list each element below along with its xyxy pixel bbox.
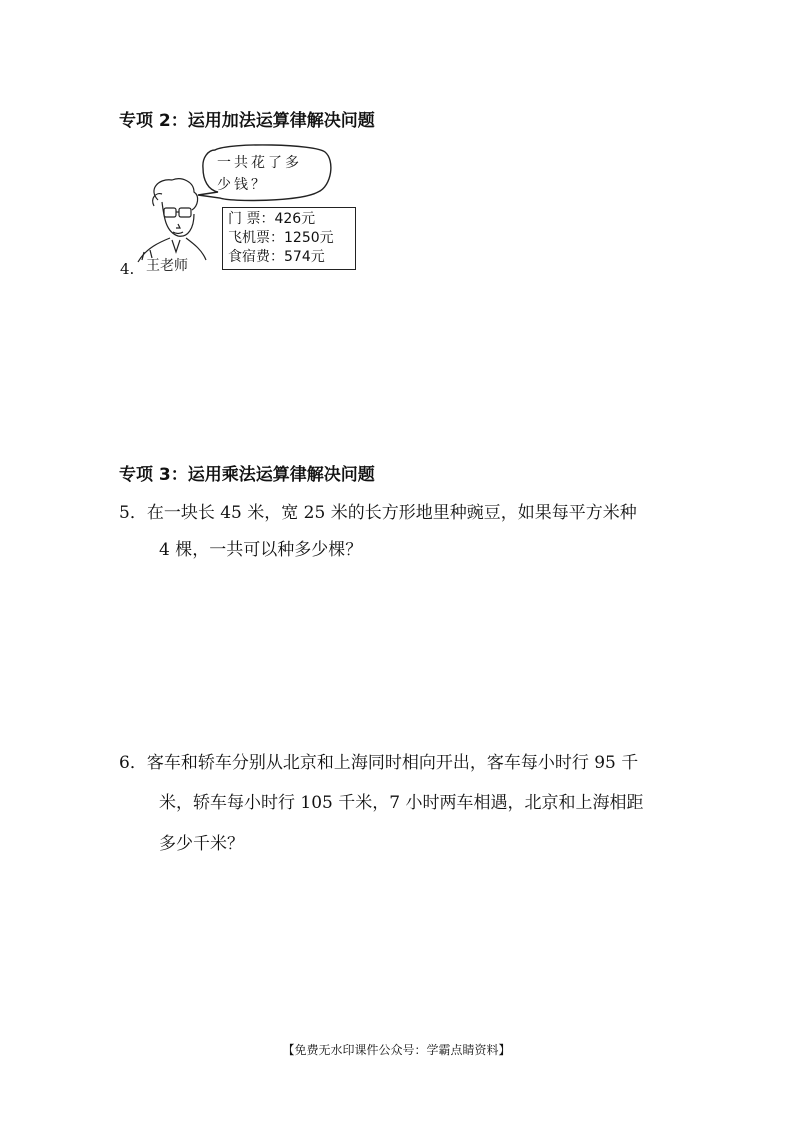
question-6-line-3: 多少千米？ xyxy=(159,834,244,854)
price-label: 飞机票： xyxy=(228,230,284,246)
price-value: 1250元 xyxy=(284,230,334,246)
question-6-line-2: 米，轿车每小时行 105 千米，7 小时两车相遇，北京和上海相距 xyxy=(159,793,644,813)
question-6-line-1: 6．客车和轿车分别从北京和上海同时相向开出，客车每小时行 95 千 xyxy=(119,753,639,773)
price-value: 574元 xyxy=(284,249,325,265)
price-value: 426元 xyxy=(274,211,316,227)
section-2-heading: 专项 2：运用加法运算律解决问题 xyxy=(119,111,375,131)
price-label: 门 票： xyxy=(228,211,275,227)
teacher-figure-icon xyxy=(138,179,206,262)
price-list-box xyxy=(222,207,356,270)
speech-bubble-line-1: 一共花了多 xyxy=(217,155,302,171)
price-row-ticket xyxy=(228,210,350,229)
question-5-line-1: 5．在一块长 45 米，宽 25 米的长方形地里种豌豆，如果每平方米种 xyxy=(119,503,637,523)
teacher-caption: 王老师 xyxy=(146,258,188,274)
footer-note: 【免费无水印课件公众号：学霸点睛资料】 xyxy=(282,1043,511,1057)
speech-bubble-line-2: 少钱？ xyxy=(217,177,268,193)
price-row-lodging xyxy=(228,248,350,267)
question-4-number: 4. xyxy=(120,260,135,278)
section-3-heading: 专项 3：运用乘法运算律解决问题 xyxy=(119,465,375,485)
question-5-line-2: 4 棵，一共可以种多少棵？ xyxy=(159,540,363,560)
price-label: 食宿费： xyxy=(228,249,284,265)
price-row-flight xyxy=(228,229,350,248)
